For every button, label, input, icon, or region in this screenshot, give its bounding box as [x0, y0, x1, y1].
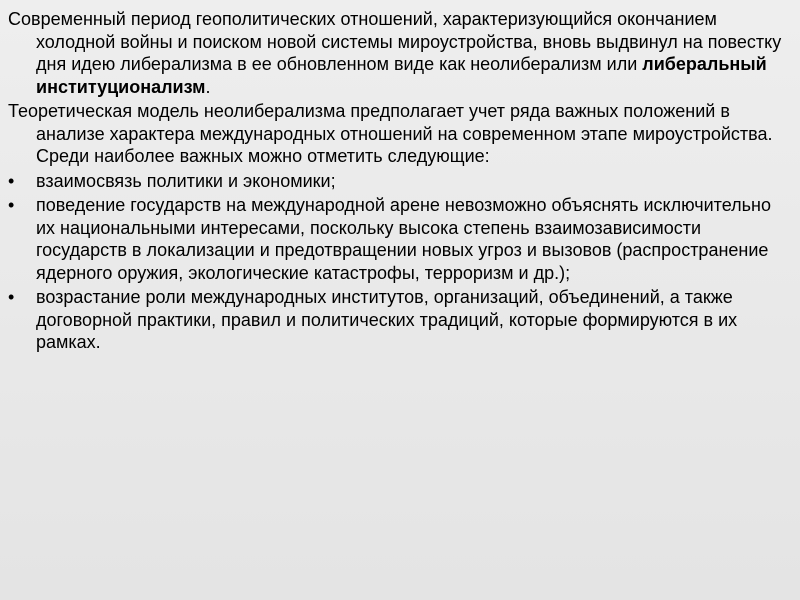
bullet-item-politics-economy [8, 170, 792, 193]
bullet-marker: • [8, 287, 15, 307]
bullet-marker: • [8, 195, 15, 215]
bullet-item-state-behavior [8, 194, 792, 284]
intro-paragraph-end: . [205, 76, 211, 97]
bullet-text: возрастание роли международных институтов, организаций, объединений, а также договорной практики, правил и политических традиций, которые формируются в их рамках. [36, 287, 738, 352]
bullet-text: поведение государств на международной арене невозможно объяснять исключительно их национальными интересами, поскольку высока степень взаимозависимости государств в локализации и предотвращении новых угроз и вызовов (распространение ядерного оружия, экологические катастрофы, терроризм и др.); [36, 195, 771, 283]
model-paragraph: Теоретическая модель неолиберализма предполагает учет ряда важных положений в анализе характера международных отношений на современном этапе мироустройства. Среди наиболее важных можно отметить следующие: [8, 101, 773, 166]
bullet-text: взаимосвязь политики и экономики; [36, 170, 336, 191]
intro-paragraph-bold-term: либеральный институционализм [36, 54, 767, 97]
slide-content [8, 8, 792, 354]
bullet-item-institutions [8, 286, 792, 354]
bullet-marker: • [8, 170, 15, 191]
intro-paragraph-text: Современный период геополитических отношений, характеризующийся окончанием холодной войны и поиском новой системы мироустройства, вновь выдвинул на повестку дня идею либерализма в ее обновленном виде как неолиберализм или [8, 9, 782, 74]
bullet-list [8, 170, 792, 354]
intro-paragraph [8, 8, 792, 98]
